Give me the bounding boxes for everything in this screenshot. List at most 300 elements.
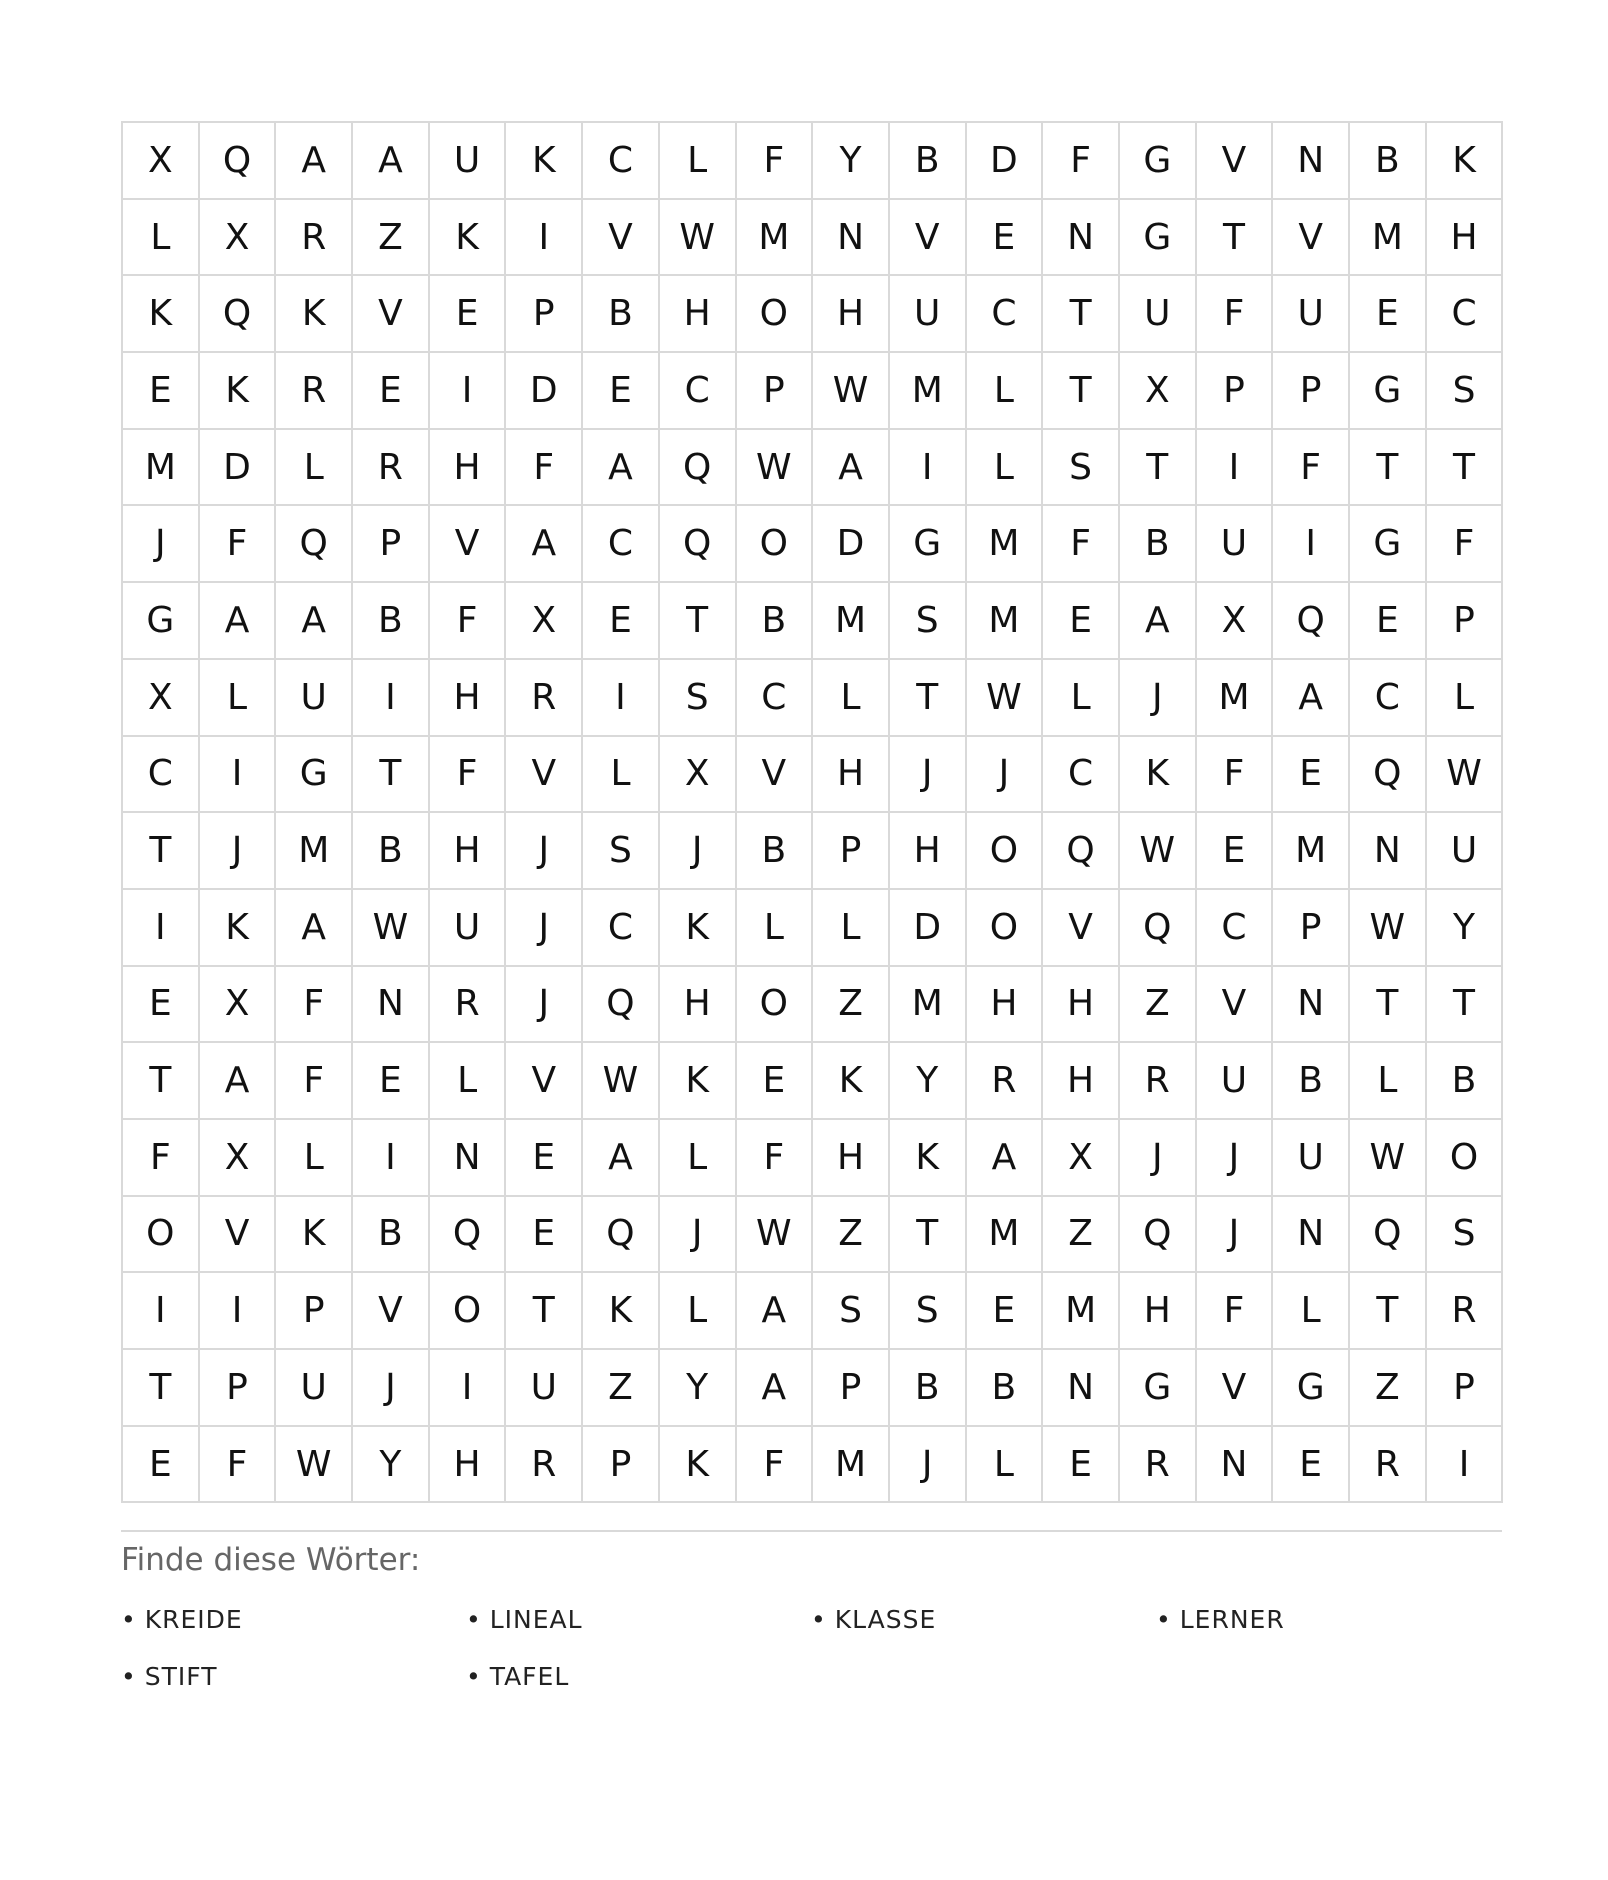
grid-cell[interactable]: J xyxy=(506,890,583,967)
grid-cell[interactable]: Y xyxy=(1427,890,1504,967)
grid-cell[interactable]: N xyxy=(1273,967,1350,1044)
grid-cell[interactable]: T xyxy=(1043,276,1120,353)
grid-cell[interactable]: Q xyxy=(1273,583,1350,660)
grid-cell[interactable]: Q xyxy=(200,276,277,353)
grid-cell[interactable]: I xyxy=(200,737,277,814)
grid-cell[interactable]: U xyxy=(276,1350,353,1427)
grid-cell[interactable]: U xyxy=(276,660,353,737)
grid-cell[interactable]: W xyxy=(353,890,430,967)
grid-cell[interactable]: J xyxy=(890,1427,967,1504)
grid-cell[interactable]: T xyxy=(123,813,200,890)
grid-cell[interactable]: X xyxy=(200,967,277,1044)
grid-cell[interactable]: H xyxy=(430,430,507,507)
grid-cell[interactable]: F xyxy=(276,967,353,1044)
grid-cell[interactable]: W xyxy=(1120,813,1197,890)
grid-cell[interactable]: U xyxy=(1273,276,1350,353)
grid-cell[interactable]: N xyxy=(1043,200,1120,277)
grid-cell[interactable]: Z xyxy=(813,967,890,1044)
grid-cell[interactable]: F xyxy=(1197,276,1274,353)
grid-cell[interactable]: I xyxy=(430,1350,507,1427)
grid-cell[interactable]: O xyxy=(737,967,814,1044)
grid-cell[interactable]: V xyxy=(1197,1350,1274,1427)
grid-cell[interactable]: L xyxy=(276,430,353,507)
grid-cell[interactable]: N xyxy=(1197,1427,1274,1504)
grid-cell[interactable]: H xyxy=(1120,1273,1197,1350)
grid-cell[interactable]: W xyxy=(737,1197,814,1274)
grid-cell[interactable]: D xyxy=(813,506,890,583)
grid-cell[interactable]: O xyxy=(967,890,1044,967)
grid-cell[interactable]: U xyxy=(430,123,507,200)
grid-cell[interactable]: L xyxy=(200,660,277,737)
grid-cell[interactable]: K xyxy=(660,1427,737,1504)
grid-cell[interactable]: R xyxy=(430,967,507,1044)
grid-cell[interactable]: W xyxy=(1350,1120,1427,1197)
grid-cell[interactable]: B xyxy=(1427,1043,1504,1120)
grid-cell[interactable]: E xyxy=(967,1273,1044,1350)
grid-cell[interactable]: P xyxy=(506,276,583,353)
grid-cell[interactable]: X xyxy=(1197,583,1274,660)
grid-cell[interactable]: R xyxy=(276,200,353,277)
grid-cell[interactable]: A xyxy=(276,890,353,967)
grid-cell[interactable]: X xyxy=(506,583,583,660)
grid-cell[interactable]: L xyxy=(967,353,1044,430)
grid-cell[interactable]: H xyxy=(430,660,507,737)
grid-cell[interactable]: A xyxy=(353,123,430,200)
grid-cell[interactable]: W xyxy=(660,200,737,277)
grid-cell[interactable]: V xyxy=(1043,890,1120,967)
grid-cell[interactable]: K xyxy=(123,276,200,353)
grid-cell[interactable]: A xyxy=(200,583,277,660)
grid-cell[interactable]: A xyxy=(276,123,353,200)
grid-cell[interactable]: K xyxy=(200,353,277,430)
grid-cell[interactable]: F xyxy=(506,430,583,507)
grid-cell[interactable]: M xyxy=(1350,200,1427,277)
grid-cell[interactable]: Y xyxy=(890,1043,967,1120)
grid-cell[interactable]: P xyxy=(1427,1350,1504,1427)
grid-cell[interactable]: M xyxy=(1273,813,1350,890)
grid-cell[interactable]: I xyxy=(123,890,200,967)
grid-cell[interactable]: T xyxy=(890,660,967,737)
grid-cell[interactable]: P xyxy=(276,1273,353,1350)
grid-cell[interactable]: E xyxy=(123,1427,200,1504)
grid-cell[interactable]: E xyxy=(353,1043,430,1120)
grid-cell[interactable]: E xyxy=(583,583,660,660)
grid-cell[interactable]: G xyxy=(276,737,353,814)
grid-cell[interactable]: T xyxy=(1350,1273,1427,1350)
grid-cell[interactable]: G xyxy=(1120,123,1197,200)
grid-cell[interactable]: E xyxy=(1350,276,1427,353)
grid-cell[interactable]: J xyxy=(123,506,200,583)
grid-cell[interactable]: J xyxy=(1197,1120,1274,1197)
grid-cell[interactable]: Z xyxy=(1120,967,1197,1044)
grid-cell[interactable]: I xyxy=(1427,1427,1504,1504)
grid-cell[interactable]: W xyxy=(737,430,814,507)
grid-cell[interactable]: O xyxy=(737,506,814,583)
grid-cell[interactable]: P xyxy=(583,1427,660,1504)
grid-cell[interactable]: C xyxy=(660,353,737,430)
grid-cell[interactable]: I xyxy=(353,1120,430,1197)
grid-cell[interactable]: J xyxy=(506,967,583,1044)
grid-cell[interactable]: F xyxy=(1043,506,1120,583)
grid-cell[interactable]: L xyxy=(737,890,814,967)
grid-cell[interactable]: T xyxy=(1427,430,1504,507)
grid-cell[interactable]: S xyxy=(583,813,660,890)
grid-cell[interactable]: F xyxy=(1197,737,1274,814)
grid-cell[interactable]: G xyxy=(890,506,967,583)
grid-cell[interactable]: V xyxy=(1273,200,1350,277)
grid-cell[interactable]: F xyxy=(276,1043,353,1120)
grid-cell[interactable]: V xyxy=(200,1197,277,1274)
grid-cell[interactable]: I xyxy=(1273,506,1350,583)
grid-cell[interactable]: U xyxy=(506,1350,583,1427)
grid-cell[interactable]: X xyxy=(1120,353,1197,430)
grid-cell[interactable]: S xyxy=(1427,1197,1504,1274)
grid-cell[interactable]: K xyxy=(813,1043,890,1120)
grid-cell[interactable]: R xyxy=(276,353,353,430)
grid-cell[interactable]: M xyxy=(967,506,1044,583)
grid-cell[interactable]: N xyxy=(353,967,430,1044)
grid-cell[interactable]: U xyxy=(1120,276,1197,353)
grid-cell[interactable]: O xyxy=(430,1273,507,1350)
grid-cell[interactable]: J xyxy=(660,1197,737,1274)
grid-cell[interactable]: L xyxy=(660,1273,737,1350)
grid-cell[interactable]: P xyxy=(353,506,430,583)
grid-cell[interactable]: R xyxy=(506,1427,583,1504)
grid-cell[interactable]: K xyxy=(276,276,353,353)
grid-cell[interactable]: M xyxy=(813,1427,890,1504)
grid-cell[interactable]: U xyxy=(1197,506,1274,583)
grid-cell[interactable]: C xyxy=(583,123,660,200)
grid-cell[interactable]: L xyxy=(1273,1273,1350,1350)
grid-cell[interactable]: H xyxy=(967,967,1044,1044)
grid-cell[interactable]: E xyxy=(737,1043,814,1120)
grid-cell[interactable]: E xyxy=(506,1197,583,1274)
grid-cell[interactable]: W xyxy=(813,353,890,430)
grid-cell[interactable]: B xyxy=(353,813,430,890)
grid-cell[interactable]: E xyxy=(583,353,660,430)
grid-cell[interactable]: J xyxy=(660,813,737,890)
grid-cell[interactable]: K xyxy=(1427,123,1504,200)
grid-cell[interactable]: B xyxy=(583,276,660,353)
grid-cell[interactable]: O xyxy=(737,276,814,353)
grid-cell[interactable]: W xyxy=(276,1427,353,1504)
grid-cell[interactable]: B xyxy=(967,1350,1044,1427)
grid-cell[interactable]: M xyxy=(967,583,1044,660)
grid-cell[interactable]: A xyxy=(737,1350,814,1427)
grid-cell[interactable]: V xyxy=(890,200,967,277)
grid-cell[interactable]: J xyxy=(506,813,583,890)
grid-cell[interactable]: H xyxy=(813,737,890,814)
grid-cell[interactable]: Z xyxy=(1043,1197,1120,1274)
grid-cell[interactable]: W xyxy=(1350,890,1427,967)
grid-cell[interactable]: X xyxy=(1043,1120,1120,1197)
grid-cell[interactable]: B xyxy=(737,813,814,890)
grid-cell[interactable]: E xyxy=(1197,813,1274,890)
grid-cell[interactable]: E xyxy=(1043,1427,1120,1504)
grid-cell[interactable]: F xyxy=(200,1427,277,1504)
grid-cell[interactable]: E xyxy=(430,276,507,353)
grid-cell[interactable]: T xyxy=(1043,353,1120,430)
grid-cell[interactable]: R xyxy=(967,1043,1044,1120)
grid-cell[interactable]: I xyxy=(353,660,430,737)
grid-cell[interactable]: S xyxy=(890,583,967,660)
grid-cell[interactable]: L xyxy=(276,1120,353,1197)
grid-cell[interactable]: L xyxy=(660,123,737,200)
grid-cell[interactable]: C xyxy=(967,276,1044,353)
grid-cell[interactable]: B xyxy=(737,583,814,660)
grid-cell[interactable]: T xyxy=(1197,200,1274,277)
grid-cell[interactable]: A xyxy=(1120,583,1197,660)
grid-cell[interactable]: C xyxy=(1427,276,1504,353)
grid-cell[interactable]: Q xyxy=(1043,813,1120,890)
grid-cell[interactable]: G xyxy=(1120,200,1197,277)
grid-cell[interactable]: H xyxy=(1043,1043,1120,1120)
grid-cell[interactable]: P xyxy=(200,1350,277,1427)
grid-cell[interactable]: A xyxy=(1273,660,1350,737)
grid-cell[interactable]: M xyxy=(737,200,814,277)
grid-cell[interactable]: B xyxy=(1350,123,1427,200)
grid-cell[interactable]: Z xyxy=(583,1350,660,1427)
grid-cell[interactable]: C xyxy=(737,660,814,737)
grid-cell[interactable]: L xyxy=(583,737,660,814)
grid-cell[interactable]: V xyxy=(506,737,583,814)
grid-cell[interactable]: C xyxy=(1350,660,1427,737)
grid-cell[interactable]: L xyxy=(123,200,200,277)
grid-cell[interactable]: V xyxy=(1197,123,1274,200)
grid-cell[interactable]: L xyxy=(813,660,890,737)
grid-cell[interactable]: Q xyxy=(583,1197,660,1274)
grid-cell[interactable]: M xyxy=(813,583,890,660)
grid-cell[interactable]: K xyxy=(890,1120,967,1197)
grid-cell[interactable]: V xyxy=(506,1043,583,1120)
grid-cell[interactable]: J xyxy=(1120,1120,1197,1197)
grid-cell[interactable]: F xyxy=(1427,506,1504,583)
grid-cell[interactable]: R xyxy=(1120,1043,1197,1120)
grid-cell[interactable]: R xyxy=(1120,1427,1197,1504)
grid-cell[interactable]: E xyxy=(967,200,1044,277)
grid-cell[interactable]: U xyxy=(430,890,507,967)
grid-cell[interactable]: I xyxy=(123,1273,200,1350)
grid-cell[interactable]: F xyxy=(430,737,507,814)
grid-cell[interactable]: C xyxy=(1043,737,1120,814)
grid-cell[interactable]: X xyxy=(200,200,277,277)
grid-cell[interactable]: P xyxy=(813,813,890,890)
grid-cell[interactable]: B xyxy=(890,1350,967,1427)
grid-cell[interactable]: P xyxy=(813,1350,890,1427)
grid-cell[interactable]: G xyxy=(1273,1350,1350,1427)
grid-cell[interactable]: T xyxy=(353,737,430,814)
grid-cell[interactable]: F xyxy=(1273,430,1350,507)
grid-cell[interactable]: T xyxy=(123,1350,200,1427)
grid-cell[interactable]: H xyxy=(430,1427,507,1504)
grid-cell[interactable]: O xyxy=(123,1197,200,1274)
grid-cell[interactable]: B xyxy=(353,1197,430,1274)
grid-cell[interactable]: C xyxy=(583,890,660,967)
grid-cell[interactable]: U xyxy=(1273,1120,1350,1197)
grid-cell[interactable]: A xyxy=(737,1273,814,1350)
grid-cell[interactable]: F xyxy=(200,506,277,583)
grid-cell[interactable]: E xyxy=(1043,583,1120,660)
grid-cell[interactable]: G xyxy=(1350,353,1427,430)
grid-cell[interactable]: X xyxy=(660,737,737,814)
grid-cell[interactable]: K xyxy=(276,1197,353,1274)
grid-cell[interactable]: F xyxy=(1043,123,1120,200)
grid-cell[interactable]: D xyxy=(890,890,967,967)
grid-cell[interactable]: T xyxy=(1120,430,1197,507)
grid-cell[interactable]: T xyxy=(506,1273,583,1350)
grid-cell[interactable]: T xyxy=(1427,967,1504,1044)
grid-cell[interactable]: N xyxy=(1273,123,1350,200)
grid-cell[interactable]: L xyxy=(1043,660,1120,737)
grid-cell[interactable]: S xyxy=(813,1273,890,1350)
grid-cell[interactable]: T xyxy=(890,1197,967,1274)
grid-cell[interactable]: T xyxy=(123,1043,200,1120)
grid-cell[interactable]: E xyxy=(1350,583,1427,660)
grid-cell[interactable]: M xyxy=(967,1197,1044,1274)
grid-cell[interactable]: B xyxy=(1120,506,1197,583)
grid-cell[interactable]: H xyxy=(813,1120,890,1197)
grid-cell[interactable]: H xyxy=(660,967,737,1044)
grid-cell[interactable]: C xyxy=(1197,890,1274,967)
grid-cell[interactable]: I xyxy=(583,660,660,737)
grid-cell[interactable]: P xyxy=(737,353,814,430)
grid-cell[interactable]: T xyxy=(1350,967,1427,1044)
grid-cell[interactable]: S xyxy=(660,660,737,737)
grid-cell[interactable]: L xyxy=(1427,660,1504,737)
grid-cell[interactable]: P xyxy=(1273,353,1350,430)
grid-cell[interactable]: A xyxy=(583,430,660,507)
grid-cell[interactable]: F xyxy=(430,583,507,660)
grid-cell[interactable]: B xyxy=(890,123,967,200)
grid-cell[interactable]: L xyxy=(430,1043,507,1120)
grid-cell[interactable]: H xyxy=(430,813,507,890)
grid-cell[interactable]: B xyxy=(1273,1043,1350,1120)
grid-cell[interactable]: L xyxy=(660,1120,737,1197)
grid-cell[interactable]: K xyxy=(660,890,737,967)
grid-cell[interactable]: W xyxy=(583,1043,660,1120)
grid-cell[interactable]: Q xyxy=(1350,737,1427,814)
grid-cell[interactable]: S xyxy=(1043,430,1120,507)
grid-cell[interactable]: H xyxy=(1043,967,1120,1044)
grid-cell[interactable]: M xyxy=(890,353,967,430)
grid-cell[interactable]: A xyxy=(200,1043,277,1120)
grid-cell[interactable]: Q xyxy=(276,506,353,583)
grid-cell[interactable]: Q xyxy=(660,430,737,507)
grid-cell[interactable]: G xyxy=(1350,506,1427,583)
grid-cell[interactable]: E xyxy=(1273,737,1350,814)
grid-cell[interactable]: K xyxy=(583,1273,660,1350)
grid-cell[interactable]: Q xyxy=(430,1197,507,1274)
grid-cell[interactable]: E xyxy=(123,967,200,1044)
grid-cell[interactable]: F xyxy=(737,1120,814,1197)
grid-cell[interactable]: I xyxy=(506,200,583,277)
grid-cell[interactable]: X xyxy=(200,1120,277,1197)
grid-cell[interactable]: X xyxy=(123,660,200,737)
grid-cell[interactable]: A xyxy=(506,506,583,583)
grid-cell[interactable]: K xyxy=(660,1043,737,1120)
grid-cell[interactable]: F xyxy=(737,123,814,200)
grid-cell[interactable]: P xyxy=(1273,890,1350,967)
grid-cell[interactable]: I xyxy=(430,353,507,430)
grid-cell[interactable]: Z xyxy=(1350,1350,1427,1427)
grid-cell[interactable]: F xyxy=(123,1120,200,1197)
grid-cell[interactable]: J xyxy=(353,1350,430,1427)
grid-cell[interactable]: V xyxy=(353,276,430,353)
grid-cell[interactable]: A xyxy=(276,583,353,660)
grid-cell[interactable]: E xyxy=(506,1120,583,1197)
grid-cell[interactable]: V xyxy=(1197,967,1274,1044)
grid-cell[interactable]: O xyxy=(1427,1120,1504,1197)
grid-cell[interactable]: Y xyxy=(353,1427,430,1504)
grid-cell[interactable]: F xyxy=(1197,1273,1274,1350)
grid-cell[interactable]: Z xyxy=(353,200,430,277)
grid-cell[interactable]: P xyxy=(1427,583,1504,660)
grid-cell[interactable]: Q xyxy=(1120,1197,1197,1274)
grid-cell[interactable]: H xyxy=(890,813,967,890)
grid-cell[interactable]: G xyxy=(1120,1350,1197,1427)
grid-cell[interactable]: L xyxy=(967,430,1044,507)
grid-cell[interactable]: R xyxy=(1427,1273,1504,1350)
grid-cell[interactable]: I xyxy=(890,430,967,507)
grid-cell[interactable]: Y xyxy=(813,123,890,200)
grid-cell[interactable]: C xyxy=(123,737,200,814)
grid-cell[interactable]: N xyxy=(430,1120,507,1197)
grid-cell[interactable]: E xyxy=(123,353,200,430)
grid-cell[interactable]: R xyxy=(353,430,430,507)
grid-cell[interactable]: K xyxy=(200,890,277,967)
grid-cell[interactable]: I xyxy=(1197,430,1274,507)
grid-cell[interactable]: D xyxy=(967,123,1044,200)
grid-cell[interactable]: J xyxy=(967,737,1044,814)
grid-cell[interactable]: L xyxy=(1350,1043,1427,1120)
grid-cell[interactable]: Q xyxy=(583,967,660,1044)
grid-cell[interactable]: J xyxy=(890,737,967,814)
grid-cell[interactable]: M xyxy=(1197,660,1274,737)
grid-cell[interactable]: C xyxy=(583,506,660,583)
grid-cell[interactable]: Y xyxy=(660,1350,737,1427)
grid-cell[interactable]: B xyxy=(353,583,430,660)
grid-cell[interactable]: M xyxy=(276,813,353,890)
grid-cell[interactable]: G xyxy=(123,583,200,660)
grid-cell[interactable]: L xyxy=(813,890,890,967)
grid-cell[interactable]: V xyxy=(583,200,660,277)
grid-cell[interactable]: D xyxy=(200,430,277,507)
grid-cell[interactable]: W xyxy=(1427,737,1504,814)
grid-cell[interactable]: J xyxy=(1120,660,1197,737)
grid-cell[interactable]: Q xyxy=(200,123,277,200)
grid-cell[interactable]: D xyxy=(506,353,583,430)
grid-cell[interactable]: R xyxy=(506,660,583,737)
grid-cell[interactable]: U xyxy=(1427,813,1504,890)
grid-cell[interactable]: P xyxy=(1197,353,1274,430)
grid-cell[interactable]: A xyxy=(583,1120,660,1197)
grid-cell[interactable]: A xyxy=(813,430,890,507)
grid-cell[interactable]: W xyxy=(967,660,1044,737)
grid-cell[interactable]: F xyxy=(737,1427,814,1504)
grid-cell[interactable]: H xyxy=(1427,200,1504,277)
grid-cell[interactable]: U xyxy=(1197,1043,1274,1120)
grid-cell[interactable]: M xyxy=(890,967,967,1044)
grid-cell[interactable]: T xyxy=(1350,430,1427,507)
grid-cell[interactable]: N xyxy=(1273,1197,1350,1274)
grid-cell[interactable]: T xyxy=(660,583,737,660)
grid-cell[interactable]: S xyxy=(1427,353,1504,430)
grid-cell[interactable]: E xyxy=(353,353,430,430)
grid-cell[interactable]: Q xyxy=(1350,1197,1427,1274)
grid-cell[interactable]: Z xyxy=(813,1197,890,1274)
grid-cell[interactable]: A xyxy=(967,1120,1044,1197)
grid-cell[interactable]: X xyxy=(123,123,200,200)
